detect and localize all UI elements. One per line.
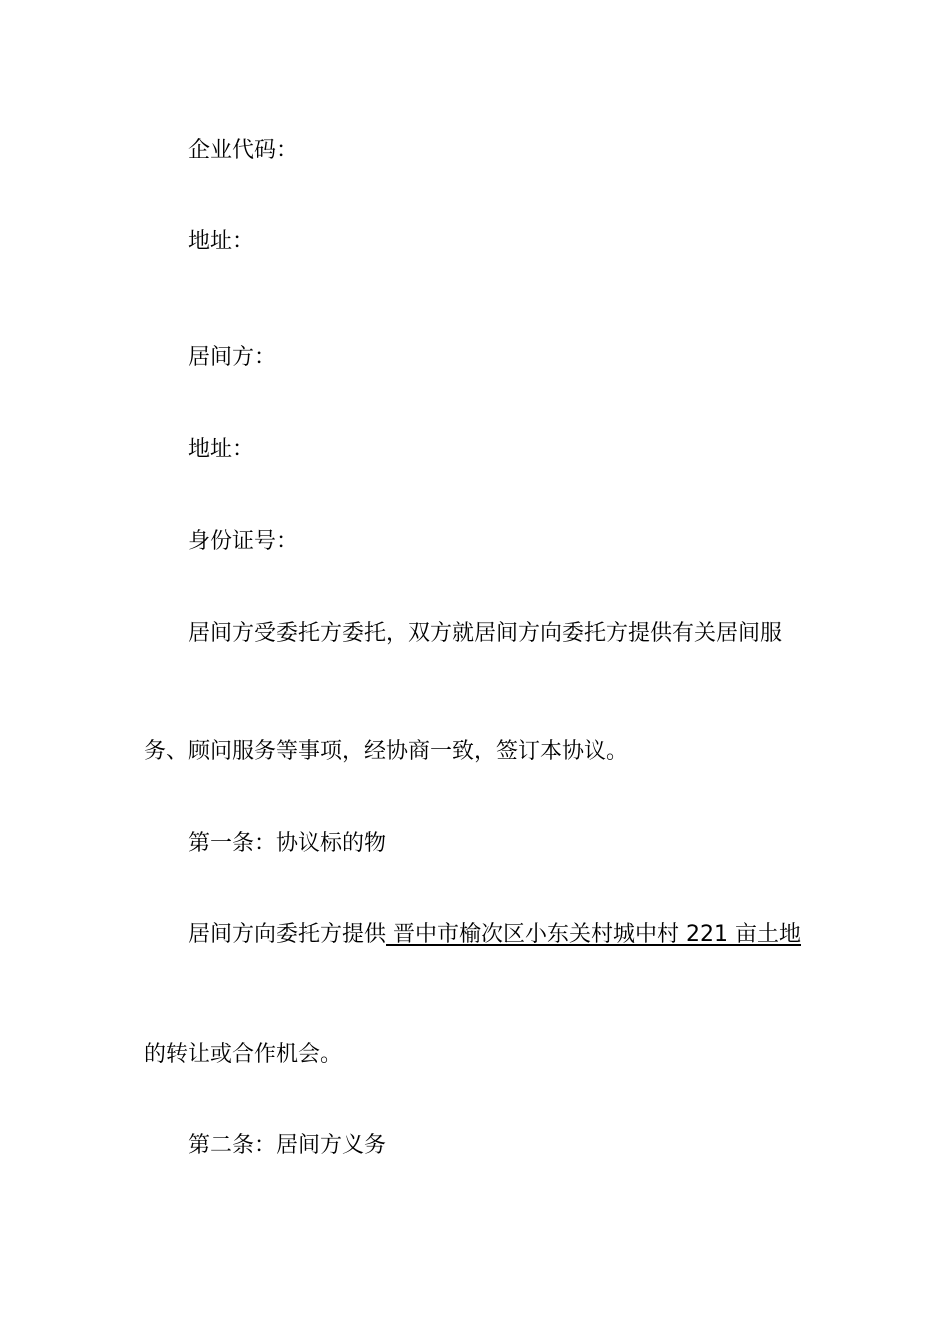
article2-heading: 第二条：居间方义务 — [188, 1133, 387, 1158]
intro-paragraph-line1: 居间方受委托方委托，双方就居间方向委托方提供有关居间服 — [188, 621, 783, 646]
enterprise-code-label: 企业代码： — [188, 138, 299, 163]
article1-line1-prefix: 居间方向委托方提供 — [188, 922, 387, 947]
id-number-label: 身份证号： — [188, 529, 299, 554]
article1-heading: 第一条：协议标的物 — [188, 831, 387, 856]
article1-paragraph-line2: 的转让或合作机会。 — [144, 1042, 343, 1067]
intermediary-address-label: 地址： — [188, 437, 255, 462]
intermediary-label: 居间方： — [188, 345, 277, 370]
article1-paragraph-line1 — [188, 920, 801, 950]
subject-matter-underlined: 晋中市榆次区小东关村城中村 221 亩土地 — [386, 922, 801, 947]
intro-paragraph-line2: 务、顾问服务等事项，经协商一致，签订本协议。 — [144, 739, 629, 764]
principal-address-label: 地址： — [188, 229, 255, 254]
